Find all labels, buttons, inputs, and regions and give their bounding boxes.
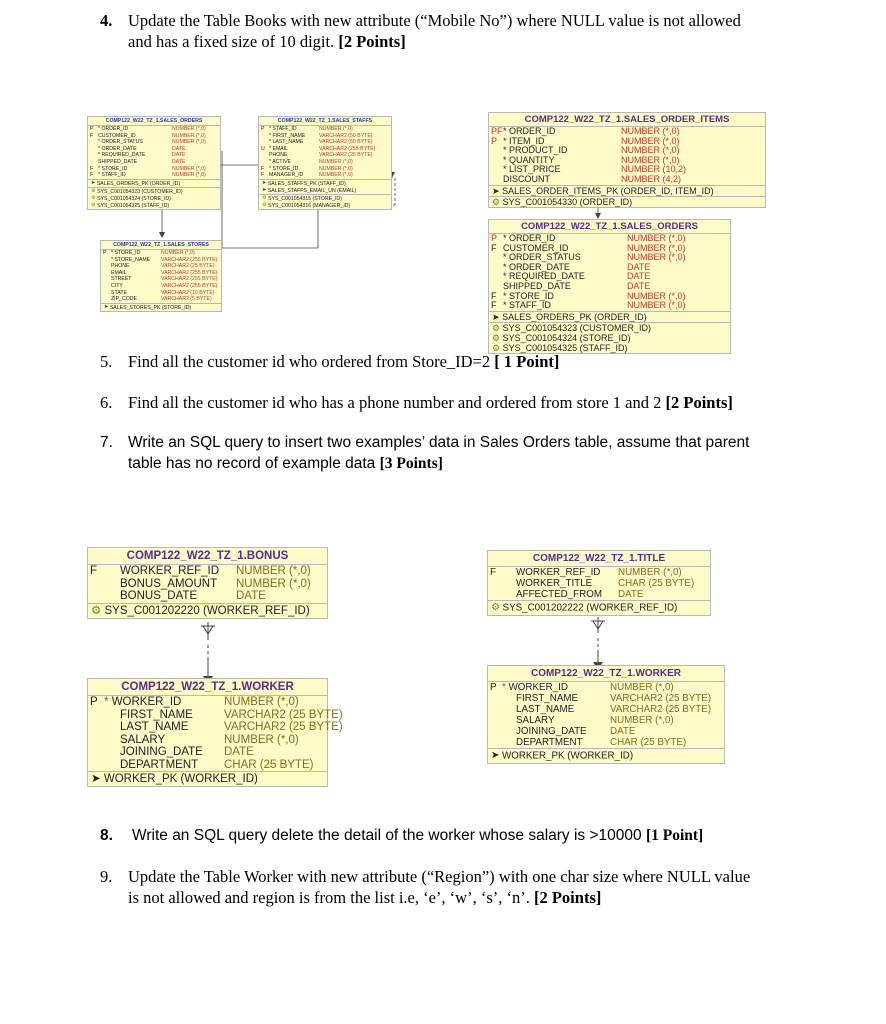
column-row: STREET VARCHAR2 (255 BYTE): [111, 276, 218, 283]
foreign-key-icon: ⚙: [262, 201, 267, 208]
column-row: PF * ORDER_ID NUMBER (*,0): [491, 126, 680, 136]
primary-key-icon: ➤: [91, 179, 96, 186]
foreign-key-icon: ⚙: [91, 187, 96, 194]
table-title: COMP122_W22_TZ_1.SALES_STAFFS: [259, 117, 391, 126]
foreign-key-icon: ⚙: [491, 602, 500, 613]
question-text: Write an SQL query to insert two examples’ data in Sales Orders table, assume that parent: [128, 434, 750, 451]
question-points: [3 Points]: [379, 455, 443, 472]
primary-key: ➤ SALES_STAFFS_PK (STAFF_ID): [262, 179, 346, 187]
table-title: COMP122_W22_TZ_1.SALES_STORES: [101, 241, 221, 250]
column-row: P * WORKER_ID NUMBER (*,0): [90, 696, 299, 708]
primary-key: ➤ WORKER_PK (WORKER_ID): [491, 750, 634, 762]
foreign-key-icon: ⚙: [492, 197, 501, 208]
foreign-key: ⚙ SYS_C001202220 (WORKER_REF_ID): [91, 604, 310, 617]
column-row: FIRST_NAME VARCHAR2 (25 BYTE): [120, 708, 343, 721]
table-title-tbl[interactable]: [487, 550, 711, 616]
column-row: F * STORE_ID NUMBER (*,0): [261, 165, 353, 172]
table-bonus[interactable]: [87, 547, 328, 619]
column-row: * LIST_PRICE NUMBER (10,2): [503, 164, 687, 175]
question-text: table has no record of example data: [128, 455, 380, 472]
table-title: COMP122_W22_TZ_1.WORKER: [488, 666, 724, 682]
column-row: * ORDER_DATE DATE: [98, 145, 186, 152]
column-row: P * ITEM_ID NUMBER (*,0): [491, 135, 680, 146]
foreign-key-icon: ⚙: [492, 323, 501, 334]
column-row: P * STORE_ID NUMBER (*,0): [103, 250, 195, 256]
column-row: F CUSTOMER_ID NUMBER (*,0): [90, 132, 206, 139]
question-text: Write an SQL query delete the detail of the worker whose salary is >10000: [132, 827, 646, 844]
question-points: [2 Points]: [533, 888, 602, 907]
column-row: * QUANTITY NUMBER (*,0): [503, 154, 680, 165]
question-points: [2 Points]: [665, 393, 733, 412]
column-row: LAST_NAME VARCHAR2 (25 BYTE): [516, 704, 712, 715]
unique-key: ➤ SALES_STAFFS_EMAIL_UN (EMAIL): [259, 187, 391, 195]
column-row: * ORDER_STATUS NUMBER (*,0): [98, 139, 206, 146]
table-title: COMP122_W22_TZ_1.TITLE: [488, 551, 710, 567]
question-8: [100, 825, 800, 847]
foreign-key-icon: ⚙: [91, 604, 102, 617]
column-row: * LAST_NAME VARCHAR2 (50 BYTE): [269, 139, 373, 146]
table-title: COMP122_W22_TZ_1.SALES_ORDERS: [88, 117, 220, 126]
foreign-key: ⚙ SYS_C001054316 (MANAGER_ID): [262, 201, 351, 209]
foreign-key: ⚙ SYS_C001054325 (STAFF_ID): [492, 342, 628, 354]
column-row: JOINING_DATE DATE: [120, 746, 254, 758]
column-row: LAST_NAME VARCHAR2 (25 BYTE): [120, 721, 343, 733]
column-row: * FIRST_NAME VARCHAR2 (50 BYTE): [269, 132, 373, 139]
column-row: * ORDER_DATE DATE: [503, 261, 651, 272]
question-number: 5.: [100, 352, 113, 371]
table-title: COMP122_W22_TZ_1.SALES_ORDER_ITEMS: [489, 113, 765, 127]
foreign-key: ⚙ SYS_C001054324 (STORE_ID): [492, 332, 631, 344]
foreign-key-icon: ⚙: [91, 194, 96, 201]
primary-key: ➤ SALES_ORDER_ITEMS_PK (ORDER_ID, ITEM_ID): [489, 186, 765, 197]
primary-key-icon: ➤: [492, 312, 500, 323]
column-row: * STORE_NAME VARCHAR2 (255 BYTE): [111, 256, 218, 263]
foreign-key: ⚙ SYS_C001054315 (STORE_ID): [262, 194, 342, 202]
column-row: PHONE VARCHAR2 (25 BYTE): [111, 263, 215, 270]
foreign-key: ⚙ SYS_C001054330 (ORDER_ID): [492, 196, 633, 208]
column-row: P * ORDER_ID NUMBER (*,0): [90, 126, 206, 132]
question-9: [100, 866, 800, 910]
column-row: DEPARTMENT CHAR (25 BYTE): [120, 758, 314, 771]
column-row: * REQUIRED_DATE DATE: [98, 152, 186, 159]
question-points: [1 Point]: [645, 827, 704, 844]
question-number: 7.: [100, 434, 113, 451]
column-row: * ACTIVE NUMBER (*,0): [269, 158, 353, 165]
primary-key: ➤ SALES_ORDERS_PK (ORDER_ID): [88, 180, 220, 188]
column-row: F MANAGER_ID NUMBER (*,0): [261, 172, 353, 179]
column-row: F * STAFF_ID NUMBER (*,0): [491, 300, 686, 311]
foreign-key: ⚙ SYS_C001054323 (CUSTOMER_ID): [492, 322, 651, 334]
primary-key-icon: ➤: [91, 773, 101, 785]
foreign-key: ⚙ SYS_C001054324 (STORE_ID): [91, 194, 171, 202]
table-worker-left[interactable]: [87, 678, 343, 787]
foreign-key-icon: ⚙: [492, 333, 501, 344]
question-text: and has a fixed size of 10 digit.: [128, 32, 339, 51]
column-row: SHIPPED_DATE DATE: [503, 280, 651, 291]
foreign-key: ⚙ SYS_C001202222 (WORKER_REF_ID): [491, 602, 678, 614]
question-text: Update the Table Books with new attribute (“Mobile No”) where NULL value is not allowed: [128, 11, 741, 30]
column-row: F WORKER_REF_ID NUMBER (*,0): [490, 567, 682, 578]
foreign-key-icon: ⚙: [262, 194, 267, 201]
primary-key-icon: ➤: [492, 186, 500, 197]
table-worker-right[interactable]: [487, 665, 725, 764]
primary-key-icon: ➤: [104, 303, 109, 310]
foreign-key: ⚙ SYS_C001054323 (CUSTOMER_ID): [91, 187, 183, 195]
column-row: * REQUIRED_DATE DATE: [503, 271, 651, 282]
unique-key-icon: ➤: [262, 186, 267, 193]
table-title: COMP122_W22_TZ_1.WORKER: [88, 679, 327, 696]
column-row: P * ORDER_ID NUMBER (*,0): [491, 233, 686, 243]
column-row: F CUSTOMER_ID NUMBER (*,0): [491, 242, 686, 253]
column-row: SALARY NUMBER (*,0): [120, 733, 299, 746]
column-row: STATE VARCHAR2 (10 BYTE): [111, 289, 215, 296]
primary-key-icon: ➤: [262, 179, 267, 186]
column-row: P * WORKER_ID NUMBER (*,0): [490, 682, 674, 693]
question-text: Find all the customer id who ordered from Store_ID=2: [128, 352, 495, 371]
foreign-key-icon: ⚙: [492, 343, 501, 354]
question-text: Update the Table Worker with new attribute (“Region”) with one char size where NULL value: [128, 867, 751, 886]
question-number: 8.: [100, 827, 113, 844]
primary-key: ➤ SALES_ORDERS_PK (ORDER_ID): [489, 312, 730, 323]
table-title: COMP122_W22_TZ_1.SALES_ORDERS: [489, 220, 730, 234]
question-number: 9.: [100, 867, 113, 886]
primary-key: ➤ WORKER_PK (WORKER_ID): [91, 773, 258, 786]
column-row: BONUS_DATE DATE: [120, 590, 266, 602]
column-row: JOINING_DATE DATE: [516, 726, 636, 737]
column-row: * PRODUCT_ID NUMBER (*,0): [503, 145, 680, 156]
column-row: BONUS_AMOUNT NUMBER (*,0): [120, 577, 311, 590]
column-row: EMAIL VARCHAR2 (255 BYTE): [111, 269, 218, 276]
column-row: F * STORE_ID NUMBER (*,0): [90, 165, 206, 172]
foreign-key: ⚙ SYS_C001054325 (STAFF_ID): [91, 201, 170, 209]
question-text: is not allowed and region is from the list i.e, ‘e’, ‘w’, ‘s’, ‘n’.: [128, 888, 534, 907]
question-text: Find all the customer id who has a phone number and ordered from store 1 and 2: [128, 393, 666, 412]
question-points: [2 Points]: [338, 32, 406, 51]
column-row: F * STAFF_ID NUMBER (*,0): [90, 172, 206, 179]
foreign-key-icon: ⚙: [91, 201, 96, 208]
table-title: COMP122_W22_TZ_1.BONUS: [88, 548, 327, 565]
column-row: F * STORE_ID NUMBER (*,0): [491, 290, 686, 301]
table-columns: [88, 696, 343, 772]
table-columns: [488, 682, 724, 749]
column-row: WORKER_TITLE CHAR (25 BYTE): [516, 578, 695, 589]
column-row: AFFECTED_FROM DATE: [516, 589, 644, 600]
column-row: SALARY NUMBER (*,0): [516, 715, 674, 726]
column-row: P * STAFF_ID NUMBER (*,0): [261, 126, 353, 132]
column-row: * ORDER_STATUS NUMBER (*,0): [503, 252, 686, 263]
question-points: [ 1 Point]: [494, 352, 560, 371]
primary-key-icon: ➤: [491, 750, 500, 761]
column-row: DISCOUNT NUMBER (4,2): [503, 173, 682, 184]
table-columns: [488, 567, 710, 601]
question-number: 4.: [100, 11, 113, 30]
column-row: DEPARTMENT CHAR (25 BYTE): [516, 737, 687, 748]
primary-key: ➤ SALES_STORES_PK (STORE_ID): [104, 303, 192, 311]
table-columns: [88, 565, 327, 604]
column-row: CITY VARCHAR2 (255 BYTE): [111, 282, 218, 289]
column-row: FIRST_NAME VARCHAR2 (25 BYTE): [516, 693, 712, 704]
column-row: SHIPPED_DATE DATE: [98, 158, 186, 165]
question-number: 6.: [100, 393, 113, 412]
column-row: ZIP_CODE VARCHAR2 (5 BYTE): [111, 296, 212, 303]
column-row: PHONE VARCHAR2 (25 BYTE): [269, 152, 373, 159]
column-row: U * EMAIL VARCHAR2 (255 BYTE): [261, 145, 376, 152]
column-row: F WORKER_REF_ID NUMBER (*,0): [90, 565, 311, 577]
